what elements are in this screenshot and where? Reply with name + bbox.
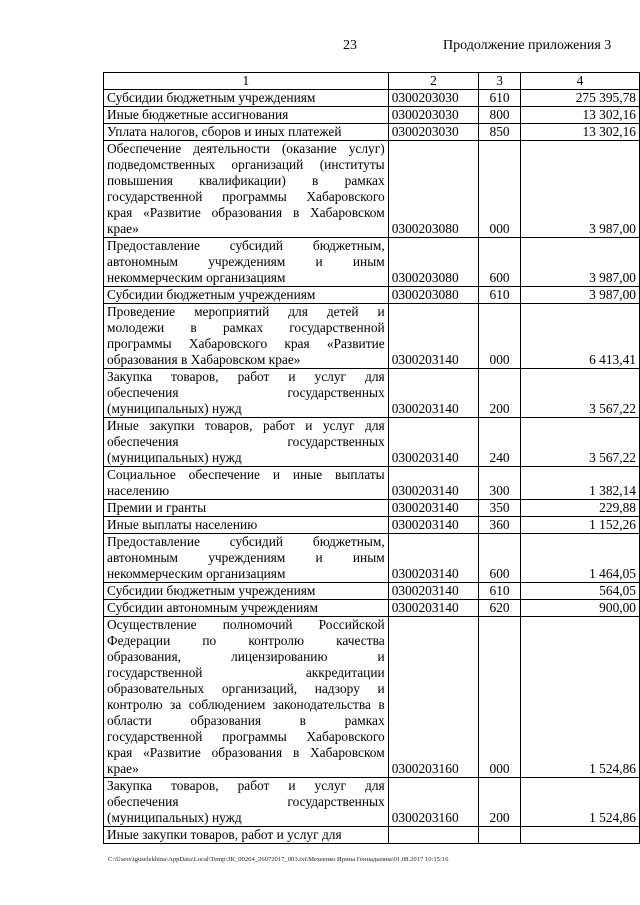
row-code-cell: 0300203160 xyxy=(388,778,479,827)
row-code-cell: 0300203140 xyxy=(388,369,479,418)
row-code-cell: 0300203140 xyxy=(388,583,479,600)
row-name-line: подведомственных организаций (институты xyxy=(107,157,385,172)
row-name-cell xyxy=(104,500,389,517)
row-amount-cell: 275 395,78 xyxy=(520,90,639,107)
row-name-cell xyxy=(104,778,389,827)
budget-table xyxy=(103,72,640,844)
row-type-cell: 600 xyxy=(479,534,521,583)
table-row xyxy=(104,304,640,369)
row-type-cell: 300 xyxy=(479,467,521,500)
table-row xyxy=(104,287,640,304)
row-name-cell xyxy=(104,141,389,238)
row-type-cell: 200 xyxy=(479,369,521,418)
row-type-cell: 850 xyxy=(479,124,521,141)
row-amount-cell: 13 302,16 xyxy=(520,124,639,141)
row-amount-cell: 229,88 xyxy=(520,500,639,517)
row-name-line: программы Хабаровского края «Развитие xyxy=(107,336,385,351)
row-name-cell xyxy=(104,90,389,107)
row-name-line: Иные бюджетные ассигнования xyxy=(107,107,289,122)
row-amount-cell: 1 524,86 xyxy=(520,778,639,827)
header-col-2: 2 xyxy=(388,73,479,90)
row-name-line: Субсидии бюджетным учреждениям xyxy=(107,287,316,302)
table-row xyxy=(104,778,640,827)
row-name-line: образования в Хабаровском крае» xyxy=(107,352,301,367)
row-amount-cell: 1 524,86 xyxy=(520,617,639,778)
row-amount-cell: 3 987,00 xyxy=(520,287,639,304)
row-amount-cell: 3 567,22 xyxy=(520,418,639,467)
row-name-line: Обеспечение деятельности (оказание услуг) xyxy=(107,141,385,156)
row-name-line: обеспечения государственных xyxy=(107,434,385,449)
row-name-line: обеспечения государственных xyxy=(107,385,385,400)
row-amount-cell: 1 382,14 xyxy=(520,467,639,500)
row-code-cell: 0300203140 xyxy=(388,517,479,534)
row-type-cell: 000 xyxy=(479,141,521,238)
row-name-cell xyxy=(104,600,389,617)
row-name-line: Проведение мероприятий для детей и xyxy=(107,304,385,319)
row-type-cell: 600 xyxy=(479,238,521,287)
row-name-line: автономным учреждениям и иным xyxy=(107,550,385,565)
row-name-cell xyxy=(104,107,389,124)
row-name-line: Субсидии бюджетным учреждениям xyxy=(107,90,316,105)
row-type-cell: 610 xyxy=(479,583,521,600)
header-col-4: 4 xyxy=(520,73,639,90)
row-name-cell xyxy=(104,124,389,141)
row-type-cell: 000 xyxy=(479,304,521,369)
row-name-cell xyxy=(104,369,389,418)
row-name-line: государственной программы Хабаровского xyxy=(107,729,385,744)
row-type-cell: 610 xyxy=(479,90,521,107)
row-name-cell xyxy=(104,617,389,778)
table-row xyxy=(104,600,640,617)
table-row xyxy=(104,617,640,778)
row-name-line: повышения квалификации) в рамках xyxy=(107,173,385,188)
row-amount-cell: 3 987,00 xyxy=(520,238,639,287)
table-row xyxy=(104,141,640,238)
row-code-cell: 0300203140 xyxy=(388,418,479,467)
row-code-cell: 0300203030 xyxy=(388,90,479,107)
row-name-line: Социальное обеспечение и иные выплаты xyxy=(107,467,385,482)
row-name-line: Предоставление субсидий бюджетным, xyxy=(107,238,385,253)
row-name-line: образовательных организаций, надзору и xyxy=(107,681,385,696)
table-row xyxy=(104,107,640,124)
row-name-cell xyxy=(104,418,389,467)
row-name-line: некоммерческим организациям xyxy=(107,270,286,285)
row-code-cell: 0300203080 xyxy=(388,287,479,304)
table-row xyxy=(104,90,640,107)
row-type-cell: 360 xyxy=(479,517,521,534)
header-col-3: 3 xyxy=(479,73,521,90)
row-type-cell: 000 xyxy=(479,617,521,778)
row-name-line: Субсидии бюджетным учреждениям xyxy=(107,583,316,598)
table-row xyxy=(104,124,640,141)
row-name-cell xyxy=(104,467,389,500)
row-name-line: Иные закупки товаров, работ и услуг для xyxy=(107,418,385,433)
row-name-cell xyxy=(104,517,389,534)
row-name-line: населению xyxy=(107,483,170,498)
page-number: 23 xyxy=(343,38,357,53)
row-code-cell: 0300203080 xyxy=(388,238,479,287)
table-header-row xyxy=(104,73,640,90)
row-name-line: Субсидии автономным учреждениям xyxy=(107,600,318,615)
row-name-cell xyxy=(104,304,389,369)
row-code-cell: 0300203030 xyxy=(388,107,479,124)
table-row xyxy=(104,534,640,583)
row-amount-cell: 3 567,22 xyxy=(520,369,639,418)
table-row xyxy=(104,827,640,844)
table-row xyxy=(104,238,640,287)
row-type-cell: 350 xyxy=(479,500,521,517)
row-name-line: крае» xyxy=(107,761,139,776)
row-name-cell xyxy=(104,238,389,287)
row-amount-cell xyxy=(520,827,639,844)
row-name-line: Осуществление полномочий Российской xyxy=(107,617,385,632)
row-type-cell xyxy=(479,827,521,844)
row-amount-cell: 564,05 xyxy=(520,583,639,600)
row-code-cell: 0300203140 xyxy=(388,304,479,369)
row-name-line: Закупка товаров, работ и услуг для xyxy=(107,369,385,384)
row-name-line: некоммерческим организациям xyxy=(107,566,286,581)
row-name-cell xyxy=(104,583,389,600)
row-amount-cell: 1 464,05 xyxy=(520,534,639,583)
row-amount-cell: 13 302,16 xyxy=(520,107,639,124)
row-name-line: Федерации по контролю качества xyxy=(107,633,385,648)
row-name-line: Премии и гранты xyxy=(107,500,207,515)
row-code-cell: 0300203140 xyxy=(388,534,479,583)
row-name-cell xyxy=(104,827,389,844)
row-type-cell: 610 xyxy=(479,287,521,304)
row-code-cell: 0300203080 xyxy=(388,141,479,238)
row-name-line: обеспечения государственных xyxy=(107,794,385,809)
table-row xyxy=(104,583,640,600)
row-name-line: контролю за соблюдением законодательства в xyxy=(107,697,385,712)
table-row xyxy=(104,517,640,534)
row-name-line: Иные закупки товаров, работ и услуг для xyxy=(107,827,342,842)
row-name-line: края «Развитие образования в Хабаровском xyxy=(107,745,385,760)
row-name-line: государственной аккредитации xyxy=(107,665,385,680)
row-amount-cell: 900,00 xyxy=(520,600,639,617)
row-code-cell: 0300203030 xyxy=(388,124,479,141)
header-col-1: 1 xyxy=(104,73,389,90)
row-name-line: (муниципальных) нужд xyxy=(107,401,242,416)
row-amount-cell: 1 152,26 xyxy=(520,517,639,534)
row-amount-cell: 3 987,00 xyxy=(520,141,639,238)
table-row xyxy=(104,418,640,467)
row-name-line: (муниципальных) нужд xyxy=(107,810,242,825)
row-type-cell: 620 xyxy=(479,600,521,617)
continuation-note: Продолжение приложения 3 xyxy=(443,38,612,53)
row-name-line: края «Развитие образования в Хабаровском xyxy=(107,205,385,220)
row-amount-cell: 6 413,41 xyxy=(520,304,639,369)
row-name-line: Предоставление субсидий бюджетным, xyxy=(107,534,385,549)
row-type-cell: 800 xyxy=(479,107,521,124)
row-type-cell: 240 xyxy=(479,418,521,467)
row-name-cell xyxy=(104,287,389,304)
row-code-cell: 0300203140 xyxy=(388,500,479,517)
row-name-line: государственной программы Хабаровского xyxy=(107,189,385,204)
row-code-cell xyxy=(388,827,479,844)
row-type-cell: 200 xyxy=(479,778,521,827)
table-row xyxy=(104,500,640,517)
table-row xyxy=(104,467,640,500)
row-name-line: Закупка товаров, работ и услуг для xyxy=(107,778,385,793)
footer-file-path: C:\Users\iguselekhina\AppData\Local\Temp\ЗК_00264_26072017_003.txt\Мехеенко Ирина Геннадьевна\01.08.2017 10:15:16 xyxy=(108,856,449,863)
row-name-line: молодежи в рамках государственной xyxy=(107,320,385,335)
table-row xyxy=(104,369,640,418)
row-name-cell xyxy=(104,534,389,583)
row-name-line: области образования в рамках xyxy=(107,713,385,728)
row-code-cell: 0300203160 xyxy=(388,617,479,778)
row-name-line: (муниципальных) нужд xyxy=(107,450,242,465)
row-name-line: автономным учреждениям и иным xyxy=(107,254,385,269)
row-name-line: образования, лицензированию и xyxy=(107,649,385,664)
row-name-line: крае» xyxy=(107,221,139,236)
row-code-cell: 0300203140 xyxy=(388,600,479,617)
row-code-cell: 0300203140 xyxy=(388,467,479,500)
row-name-line: Уплата налогов, сборов и иных платежей xyxy=(107,124,342,139)
row-name-line: Иные выплаты населению xyxy=(107,517,258,532)
